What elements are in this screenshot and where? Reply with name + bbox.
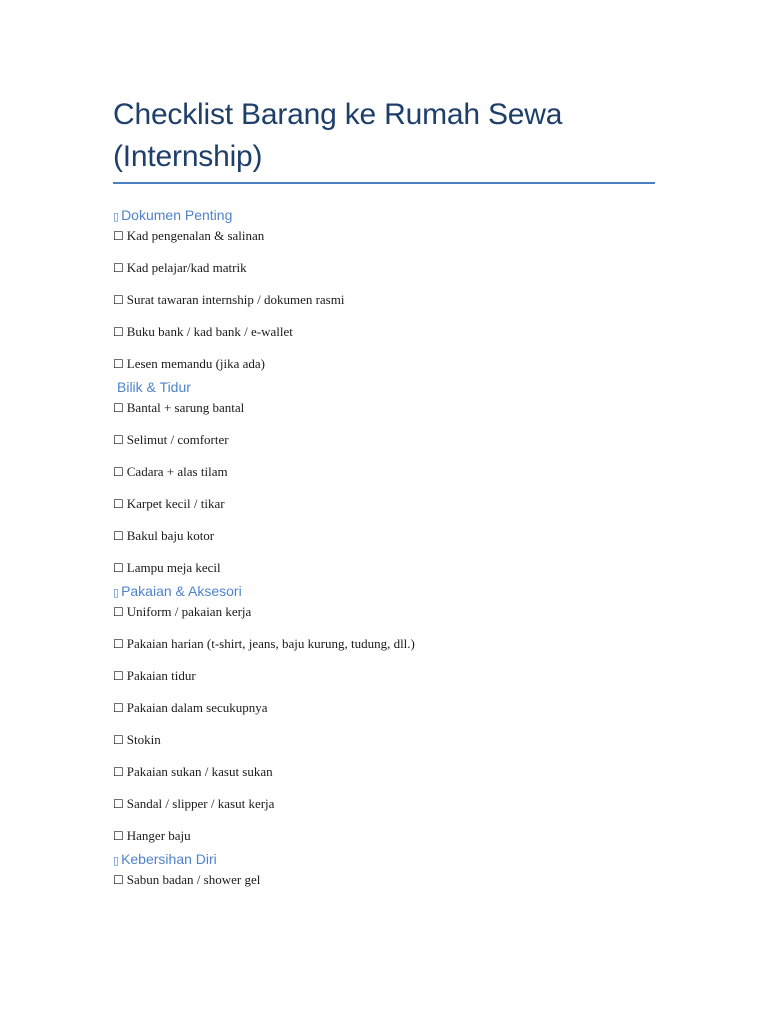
checkbox-icon[interactable]: ☐ <box>113 765 124 779</box>
checkbox-icon[interactable]: ☐ <box>113 261 124 275</box>
checklist-item-label: Uniform / pakaian kerja <box>126 604 252 619</box>
checkbox-icon[interactable]: ☐ <box>113 497 124 511</box>
checklist-item-label: Selimut / comforter <box>126 432 229 447</box>
checklist-item <box>113 826 655 848</box>
checklist-item-label: Stokin <box>126 732 161 747</box>
checklist-item <box>113 526 655 558</box>
checklist-item-label: Kad pelajar/kad matrik <box>126 260 247 275</box>
checklist-item-label: Pakaian tidur <box>126 668 196 683</box>
checklist-item <box>113 730 655 762</box>
checklist-item <box>113 398 655 430</box>
checklist-item-label: Pakaian sukan / kasut sukan <box>126 764 273 779</box>
checklist-section <box>113 204 655 376</box>
checklist-items <box>113 602 655 848</box>
checklist-item <box>113 494 655 526</box>
checkbox-icon[interactable]: ☐ <box>113 701 124 715</box>
checklist-item-label: Cadara + alas tilam <box>126 464 228 479</box>
checklist-item-label: Bakul baju kotor <box>126 528 215 543</box>
checklist-item-label: Pakaian dalam secukupnya <box>126 700 268 715</box>
checkbox-icon[interactable]: ☐ <box>113 465 124 479</box>
title-underline <box>113 182 655 184</box>
checklist-item-label: Buku bank / kad bank / e-wallet <box>126 324 293 339</box>
checklist-item <box>113 602 655 634</box>
checkbox-icon[interactable]: ☐ <box>113 325 124 339</box>
checklist-section <box>113 376 655 580</box>
checklist-item-label: Pakaian harian (t-shirt, jeans, baju kurung, tudung, dll.) <box>126 636 415 651</box>
checklist-item <box>113 762 655 794</box>
checklist-item-label: Karpet kecil / tikar <box>126 496 225 511</box>
checklist-item-label: Sandal / slipper / kasut kerja <box>126 796 275 811</box>
heading-marker-icon: ▯ <box>113 210 120 223</box>
checklist-item-label: Hanger baju <box>126 828 191 843</box>
checklist-section <box>113 580 655 848</box>
checklist-item-label: Sabun badan / shower gel <box>126 872 261 887</box>
checkbox-icon[interactable]: ☐ <box>113 637 124 651</box>
checkbox-icon[interactable]: ☐ <box>113 829 124 843</box>
checklist-item <box>113 226 655 258</box>
checklist-item-label: Bantal + sarung bantal <box>126 400 245 415</box>
checkbox-icon[interactable]: ☐ <box>113 433 124 447</box>
checklist-item <box>113 354 655 376</box>
checklist-item-label: Lesen memandu (jika ada) <box>126 356 266 371</box>
checkbox-icon[interactable]: ☐ <box>113 873 124 887</box>
checkbox-icon[interactable]: ☐ <box>113 733 124 747</box>
checklist-item <box>113 322 655 354</box>
checklist-item-label: Surat tawaran internship / dokumen rasmi <box>126 292 345 307</box>
heading-marker-icon: ▯ <box>113 854 120 867</box>
checkbox-icon[interactable]: ☐ <box>113 293 124 307</box>
section-heading-label: Bilik & Tidur <box>117 379 191 395</box>
checklist-item <box>113 258 655 290</box>
checklist-item <box>113 634 655 666</box>
section-heading <box>113 580 655 602</box>
checklist-sections <box>113 204 655 892</box>
section-heading <box>113 204 655 226</box>
checklist-item <box>113 558 655 580</box>
checkbox-icon[interactable]: ☐ <box>113 229 124 243</box>
checkbox-icon[interactable]: ☐ <box>113 605 124 619</box>
checklist-items <box>113 870 655 892</box>
checklist-item <box>113 290 655 322</box>
checkbox-icon[interactable]: ☐ <box>113 561 124 575</box>
checkbox-icon[interactable]: ☐ <box>113 357 124 371</box>
checklist-item <box>113 462 655 494</box>
section-heading <box>113 376 655 398</box>
section-heading-label: Pakaian & Aksesori <box>121 583 242 599</box>
section-heading <box>113 848 655 870</box>
checklist-section <box>113 848 655 892</box>
checklist-item <box>113 430 655 462</box>
checklist-item <box>113 794 655 826</box>
checkbox-icon[interactable]: ☐ <box>113 401 124 415</box>
checklist-item <box>113 698 655 730</box>
checkbox-icon[interactable]: ☐ <box>113 529 124 543</box>
section-heading-label: Kebersihan Diri <box>121 851 217 867</box>
document-title: Checklist Barang ke Rumah Sewa (Internship) <box>113 98 563 173</box>
checklist-items <box>113 226 655 376</box>
checklist-item <box>113 666 655 698</box>
checklist-item <box>113 870 655 892</box>
checklist-items <box>113 398 655 580</box>
checkbox-icon[interactable]: ☐ <box>113 669 124 683</box>
document-page <box>113 94 655 892</box>
checklist-item-label: Lampu meja kecil <box>126 560 221 575</box>
checklist-item-label: Kad pengenalan & salinan <box>126 228 265 243</box>
checkbox-icon[interactable]: ☐ <box>113 797 124 811</box>
heading-marker-icon: ▯ <box>113 586 120 599</box>
section-heading-label: Dokumen Penting <box>121 207 233 223</box>
